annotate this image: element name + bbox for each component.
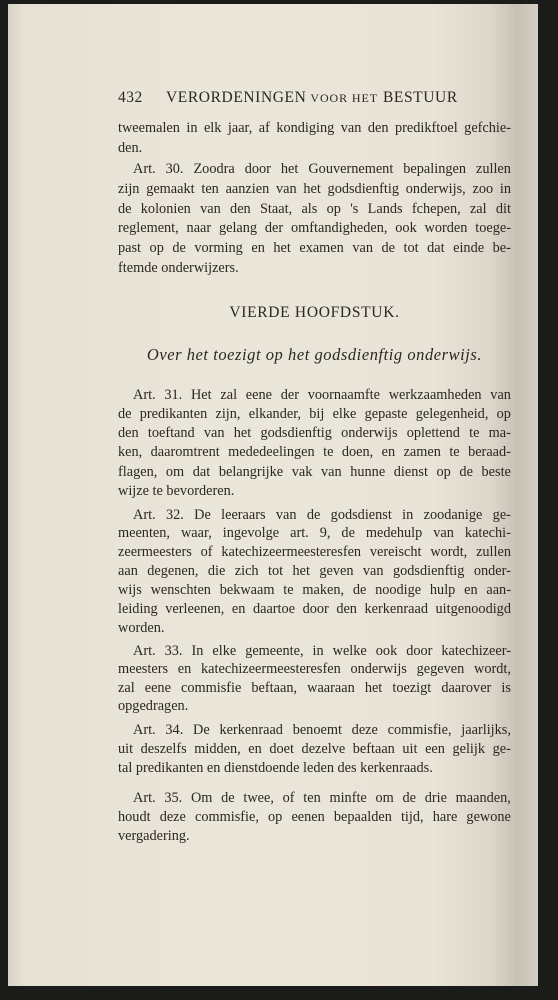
text-line — [118, 543, 511, 562]
word: bepaalden — [333, 808, 392, 825]
text-line: ftemde onderwijzers. — [118, 259, 239, 276]
word: van — [275, 506, 297, 523]
word: het — [233, 425, 252, 442]
running-title-small-caps: VOOR HET — [310, 91, 378, 105]
word: gemaakt — [146, 180, 195, 197]
word: en — [231, 600, 246, 617]
word: op — [436, 463, 451, 480]
article-31 — [118, 386, 511, 502]
running-title-main: VERORDENINGEN — [166, 89, 307, 106]
word: past — [118, 240, 142, 257]
word: Art. — [133, 721, 156, 738]
word: minfte — [329, 789, 367, 806]
word: als — [301, 200, 318, 217]
book-page — [8, 4, 538, 986]
word: is — [501, 679, 511, 696]
word: zijn — [118, 180, 140, 197]
word: door — [406, 642, 433, 659]
word: wordt, — [474, 661, 511, 677]
word: van — [352, 240, 373, 257]
word: op — [326, 200, 341, 217]
word: katechizeer- — [441, 642, 511, 659]
word: tijd, — [400, 808, 424, 825]
word: 31. — [164, 386, 183, 403]
word: aan- — [486, 582, 511, 599]
text-line — [118, 405, 511, 424]
word: benoemt — [292, 721, 342, 738]
word: Het — [190, 386, 212, 403]
word: zeermeesters — [118, 544, 192, 561]
word: het — [280, 161, 299, 177]
word: Staat, — [259, 200, 293, 217]
text-line — [118, 160, 511, 180]
word: den — [118, 425, 139, 442]
word: maken, — [302, 582, 345, 599]
word: wordt, — [430, 544, 468, 561]
word: beftaan, — [251, 679, 298, 696]
word: ten — [303, 789, 321, 806]
word: zal — [220, 386, 238, 403]
word: ge- — [492, 506, 511, 523]
word: omftandigheden, — [290, 220, 388, 237]
word: uit — [402, 740, 418, 757]
text-line — [118, 424, 511, 443]
word: In — [191, 642, 204, 659]
text-line — [118, 239, 511, 259]
word: ten — [201, 180, 219, 197]
text-line: tal predikanten en dienstdoende leden des kerkenraads. — [118, 759, 433, 776]
word: hunne — [350, 463, 386, 480]
word: belangrijke — [218, 463, 284, 480]
word: zullen — [475, 161, 511, 177]
word: katechi- — [464, 525, 511, 542]
word: vereischt — [369, 544, 422, 561]
text-line: opgedragen. — [118, 698, 189, 714]
text-line — [118, 386, 511, 405]
word: wijs — [118, 582, 142, 599]
word: katechizeermeesteresfen — [201, 661, 341, 677]
word: ma- — [488, 425, 511, 442]
text-line — [118, 642, 511, 661]
text-line — [118, 219, 511, 239]
word: van — [490, 386, 511, 403]
continued-paragraph — [118, 118, 511, 158]
word: jaar, — [227, 120, 253, 136]
word: het — [273, 240, 291, 257]
word: Art. — [133, 386, 156, 403]
word: Art. — [133, 161, 156, 177]
word: beraad- — [468, 444, 511, 461]
word: eene — [245, 386, 272, 403]
word: gegeven — [416, 661, 465, 677]
word: houdt — [118, 808, 151, 825]
word: katechizeermeesteresfen — [221, 544, 362, 561]
text-line: vergadering. — [118, 827, 190, 844]
word: voornaamfte — [307, 386, 380, 403]
word: werkzaamheden — [388, 386, 482, 403]
word: dit — [495, 200, 511, 217]
word: bij — [309, 405, 325, 422]
word: doet — [269, 740, 294, 757]
text-line — [118, 524, 511, 543]
word: uitgenoodigd — [435, 600, 511, 617]
word: en — [248, 740, 262, 757]
word: gelegenheid, — [415, 405, 489, 422]
text-line — [118, 118, 511, 138]
word: Gouvernement — [308, 161, 394, 177]
word: onderwijs — [350, 661, 407, 677]
text-line — [118, 180, 511, 200]
word: welke — [332, 642, 367, 659]
text-line — [118, 721, 511, 740]
word: gepaste — [364, 405, 408, 422]
text-line — [118, 600, 511, 619]
word: zich — [234, 563, 259, 580]
word: van — [275, 180, 297, 197]
text-line — [118, 808, 511, 827]
word: geven — [319, 563, 354, 580]
word: elkander, — [248, 405, 301, 422]
word: dat — [192, 463, 211, 480]
word: gelang — [218, 220, 258, 237]
word: in — [402, 506, 414, 523]
word: daaromtrent — [150, 444, 220, 461]
word: Om — [190, 789, 213, 806]
text-line: den. — [118, 140, 143, 156]
word: zamen — [403, 444, 441, 461]
word: meenten, — [118, 525, 171, 542]
word: godsdienftig — [392, 563, 465, 580]
article-33 — [118, 642, 511, 716]
word: einde — [453, 240, 485, 257]
word: om — [375, 789, 394, 806]
word: 9, — [319, 525, 331, 542]
word: ook — [395, 220, 417, 237]
word: hare — [432, 808, 458, 825]
word: eenen — [291, 808, 325, 825]
word: gelijk — [452, 740, 486, 757]
word: vorming — [194, 240, 243, 257]
word: de — [118, 405, 132, 422]
word: drie — [424, 789, 447, 806]
word: dienst — [393, 463, 428, 480]
word: hulp — [429, 582, 456, 599]
word: elke — [212, 642, 237, 659]
word: onderwijs, — [405, 180, 466, 197]
word: toege- — [475, 220, 511, 237]
word: de — [118, 200, 132, 217]
article-30 — [118, 160, 511, 279]
word: twee, — [243, 789, 274, 806]
word: naar — [186, 220, 212, 237]
word: den — [336, 600, 357, 617]
word: leiding — [118, 600, 158, 617]
word: van — [433, 525, 454, 542]
word: en — [177, 661, 192, 677]
word: degenen, — [147, 563, 199, 580]
word: art. — [290, 525, 309, 542]
word: in — [312, 642, 324, 659]
article-34 — [118, 721, 511, 778]
word: het — [292, 563, 310, 580]
article-32 — [118, 506, 511, 638]
text-line — [118, 200, 511, 220]
word: be- — [492, 240, 511, 257]
word: toezigt — [392, 679, 432, 696]
word: 30. — [165, 161, 184, 177]
word: Art. — [133, 642, 156, 659]
word: Lands — [367, 200, 403, 217]
word: doen, — [341, 444, 374, 461]
word: wenschten — [150, 582, 211, 599]
word: van — [200, 200, 221, 217]
word: of — [200, 544, 213, 561]
text-line — [118, 789, 511, 808]
word: 's — [350, 200, 359, 217]
text-line — [118, 660, 511, 679]
word: fchepen, — [411, 200, 461, 217]
word: gewone — [466, 808, 511, 825]
word: daarover — [441, 679, 492, 696]
word: waaraan — [307, 679, 355, 696]
word: door — [302, 600, 329, 617]
word: zal — [118, 679, 135, 696]
word: godsdienst — [330, 506, 392, 523]
word: die — [207, 563, 226, 580]
word: noodige — [375, 582, 422, 599]
word: oplettend — [406, 425, 460, 442]
word: 32. — [165, 506, 184, 523]
word: examen — [299, 240, 344, 257]
word: uit — [118, 740, 134, 757]
word: godsdienftig — [260, 425, 332, 442]
word: meesters — [118, 661, 169, 677]
word: in — [499, 180, 511, 197]
word: af — [258, 120, 270, 136]
chapter-heading: VIERDE HOOFDSTUK. — [229, 304, 400, 321]
word: op — [268, 808, 283, 825]
word: te — [323, 444, 334, 461]
word: maanden, — [455, 789, 511, 806]
word: de — [221, 789, 235, 806]
word: aan — [118, 563, 138, 580]
word: waar, — [180, 525, 212, 542]
word: van — [362, 563, 384, 580]
word: onder- — [473, 563, 511, 580]
word: toeftand — [147, 425, 195, 442]
text-line — [118, 463, 511, 482]
word: verleenen, — [165, 600, 225, 617]
word: het — [303, 180, 321, 197]
word: kondiging — [276, 120, 335, 136]
word: kolonien — [140, 200, 191, 217]
text-line — [118, 443, 511, 462]
word: te — [469, 425, 480, 442]
word: zoo — [472, 180, 494, 197]
word: een — [425, 740, 445, 757]
word: daartoe — [252, 600, 296, 617]
word: zullen — [476, 544, 511, 561]
word: gemeente, — [245, 642, 304, 659]
word: deze — [159, 808, 186, 825]
text-line — [118, 581, 511, 600]
word: predikftoel — [394, 120, 458, 136]
word: gefchie- — [464, 120, 511, 136]
word: kerkenraad — [219, 721, 283, 738]
word: De — [193, 721, 210, 738]
word: ge- — [492, 740, 511, 757]
word: de — [306, 506, 321, 523]
running-header — [118, 87, 511, 109]
word: jaarlijks, — [461, 721, 511, 738]
word: dat — [427, 240, 445, 257]
word: bepalingen — [403, 161, 467, 177]
word: van — [203, 425, 225, 442]
word: door — [244, 161, 271, 177]
word: ook — [375, 642, 398, 659]
word: 34. — [165, 721, 184, 738]
word: eene — [144, 679, 171, 696]
word: Art. — [133, 506, 156, 523]
word: den — [367, 120, 389, 136]
word: mededeelingen — [228, 444, 315, 461]
word: de — [459, 463, 473, 480]
word: zal — [469, 200, 487, 217]
word: de — [352, 582, 367, 599]
word: commisfie, — [387, 721, 452, 738]
word: Art. — [133, 789, 156, 806]
word: de — [172, 240, 186, 257]
word: beftaan — [352, 740, 395, 757]
word: op — [496, 405, 511, 422]
word: de — [381, 240, 395, 257]
word: leeraars — [221, 506, 266, 523]
word: te — [283, 582, 294, 599]
word: en — [381, 444, 396, 461]
text-line: worden. — [118, 619, 165, 636]
word: deszelfs — [140, 740, 187, 757]
word: godsdienftig — [327, 180, 400, 197]
word: bekwaam — [219, 582, 275, 599]
word: tweemalen — [118, 120, 180, 136]
word: worden — [424, 220, 468, 237]
word: de — [402, 789, 416, 806]
word: der — [280, 386, 299, 403]
article-35 — [118, 789, 511, 846]
word: elke — [332, 405, 357, 422]
word: commisfie, — [194, 808, 259, 825]
word: deze — [351, 721, 378, 738]
text-line: wijze te bevorderen. — [118, 482, 235, 499]
word: of — [282, 789, 295, 806]
word: de — [341, 525, 355, 542]
word: predikanten — [139, 405, 208, 422]
text-line — [118, 506, 511, 525]
word: op — [149, 240, 164, 257]
running-title — [166, 87, 458, 109]
word: zoodanige — [423, 506, 483, 523]
word: aanzien — [225, 180, 270, 197]
word: zijn, — [215, 405, 241, 422]
word: midden, — [194, 740, 241, 757]
text-line — [118, 679, 511, 698]
word: van — [320, 463, 342, 480]
word: reglement, — [118, 220, 179, 237]
word: het — [364, 679, 383, 696]
word: commisfie — [180, 679, 242, 696]
word: en — [251, 240, 265, 257]
word: elk — [203, 120, 222, 136]
page-number: 432 — [118, 89, 143, 106]
chapter-subtitle: Over het toezigt op het godsdienftig onderwijs. — [146, 345, 483, 364]
word: 35. — [164, 789, 183, 806]
word: en — [464, 582, 478, 599]
word: tot — [403, 240, 419, 257]
word: medehulp — [365, 525, 423, 542]
word: onderwijs — [341, 425, 398, 442]
word: tot — [267, 563, 284, 580]
running-title-end: BESTUUR — [382, 89, 458, 106]
word: te — [449, 444, 460, 461]
word: dezelve — [301, 740, 346, 757]
word: der — [264, 220, 284, 237]
word: flagen, — [118, 463, 158, 480]
word: De — [194, 506, 211, 523]
text-line — [118, 562, 511, 581]
word: ingevolge — [222, 525, 280, 542]
word: ken, — [118, 444, 143, 461]
word: 33. — [164, 642, 183, 659]
word: van — [340, 120, 362, 136]
word: den — [230, 200, 251, 217]
word: beste — [481, 463, 511, 480]
word: om — [165, 463, 185, 480]
text-line — [118, 740, 511, 759]
word: kerkenraad — [364, 600, 428, 617]
word: Zoodra — [193, 161, 235, 177]
word: vak — [291, 463, 313, 480]
word: in — [186, 120, 198, 136]
